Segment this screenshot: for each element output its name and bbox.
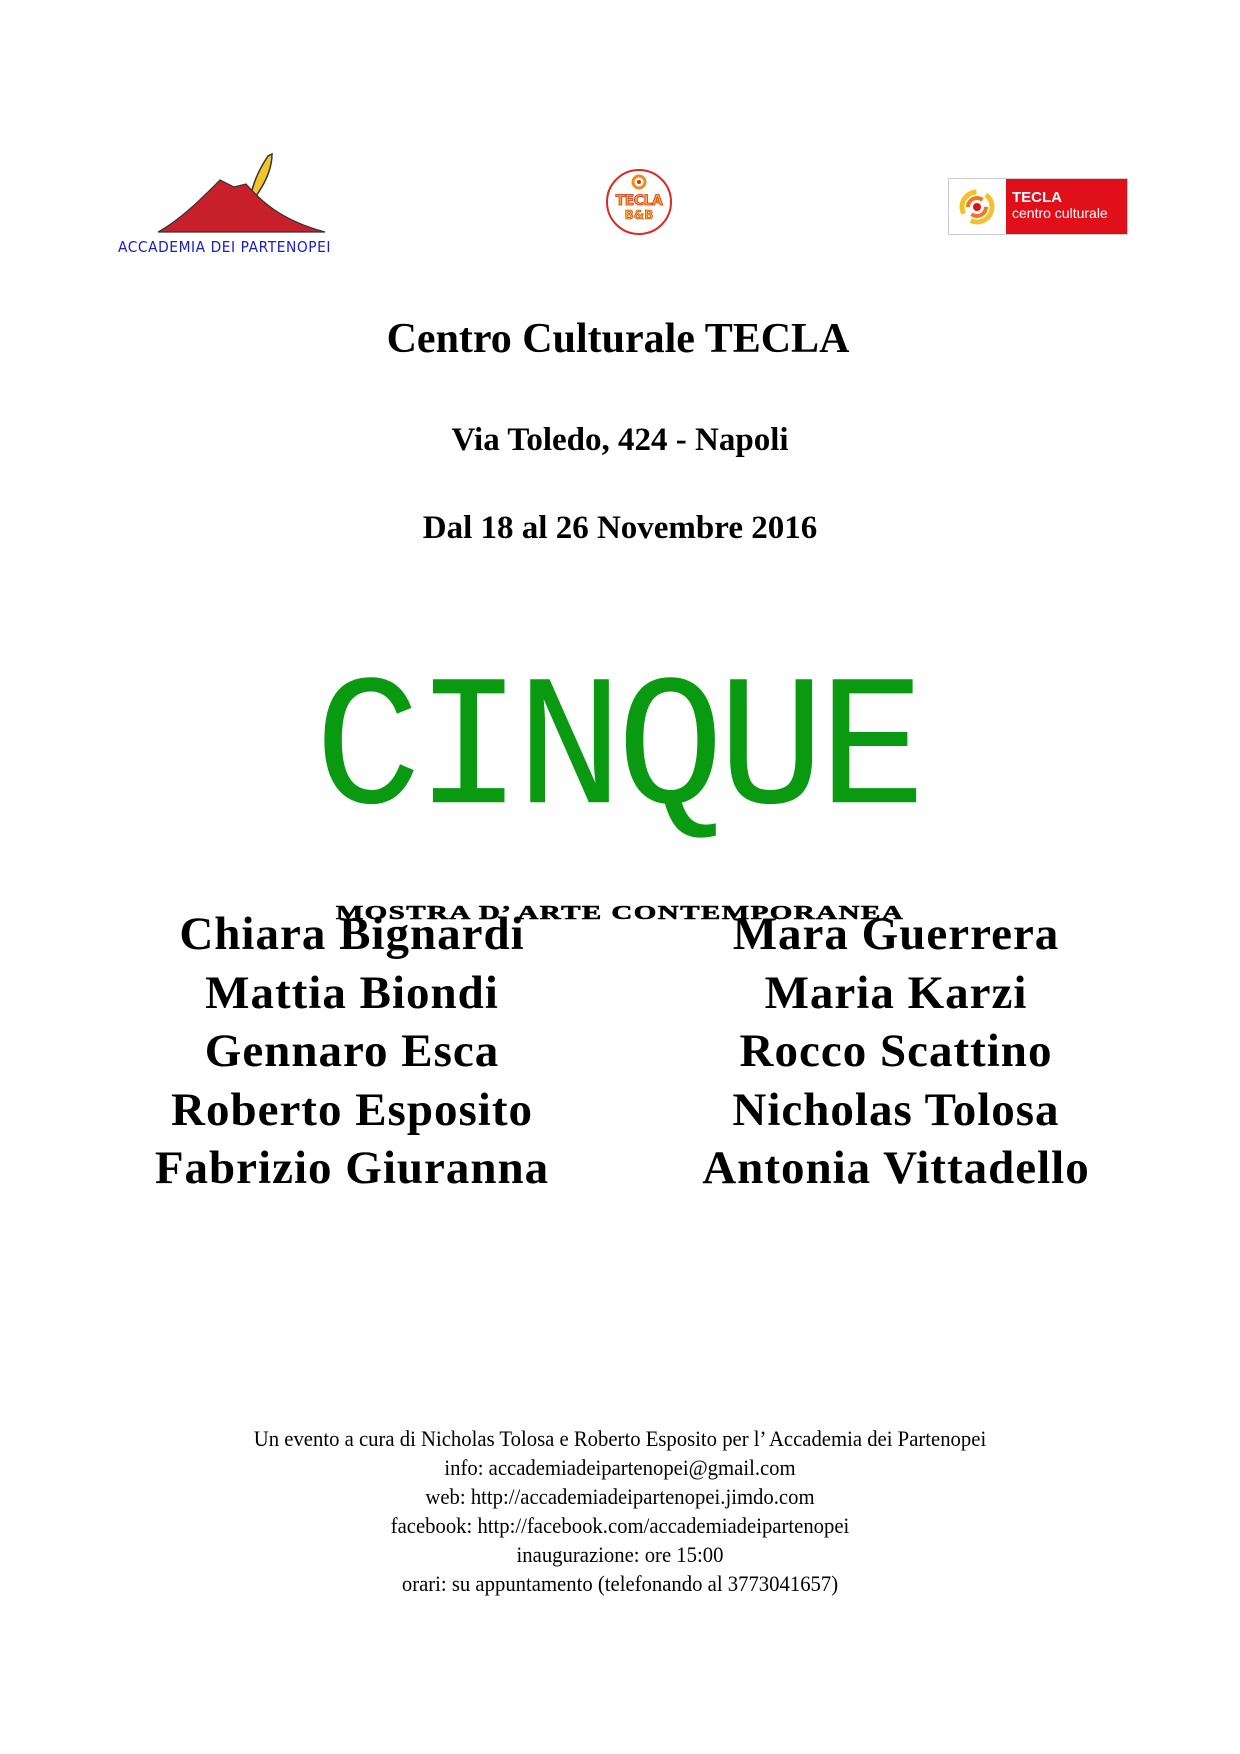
spiral-icon bbox=[631, 173, 647, 191]
tecla-bb-logo bbox=[606, 169, 672, 235]
artist-name: Fabrizio Giuranna bbox=[154, 1142, 550, 1194]
artist-name: Gennaro Esca bbox=[204, 1025, 500, 1077]
tecla-centro-logo bbox=[948, 178, 1128, 235]
event-subtitle: MOSTRA D’ ARTE CONTEMPORANEA bbox=[335, 902, 905, 924]
hours-line: orari: su appuntamento (telefonando al 3773041657) bbox=[401, 1571, 839, 1596]
artists-left-column bbox=[42, 905, 662, 1198]
artist-name: Roberto Esposito bbox=[171, 1083, 533, 1136]
address: Via Toledo, 424 - Napoli bbox=[451, 422, 789, 458]
accademia-volcano-logo bbox=[150, 150, 340, 240]
artist-name: Rocco Scattino bbox=[739, 1025, 1053, 1077]
email-line: info: accademiadeipartenopei@gmail.com bbox=[444, 1455, 796, 1480]
tecla-centro-line2: centro culturale bbox=[1012, 205, 1108, 221]
event-dates: Dal 18 al 26 Novembre 2016 bbox=[422, 510, 818, 546]
accademia-logo-text: ACCADEMIA DEI PARTENOPEI bbox=[118, 238, 332, 256]
artist-name: Mara Guerrera bbox=[732, 908, 1060, 960]
tecla-centro-line1: TECLA bbox=[1012, 189, 1062, 206]
footer-info bbox=[50, 1424, 1191, 1598]
tecla-bb-line1: TECLA bbox=[615, 193, 663, 209]
opening-line: inaugurazione: ore 15:00 bbox=[516, 1542, 724, 1567]
artists-right-column bbox=[586, 905, 1206, 1198]
spiral-icon bbox=[957, 187, 997, 227]
artist-name: Maria Karzi bbox=[764, 966, 1028, 1019]
facebook-line: facebook: http://facebook.com/accademiadeipartenopei bbox=[390, 1513, 850, 1538]
artist-name: Nicholas Tolosa bbox=[732, 1083, 1060, 1136]
web-line: web: http://accademiadeipartenopei.jimdo.com bbox=[425, 1484, 815, 1509]
event-title: CINQUE bbox=[314, 647, 920, 859]
venue-title: Centro Culturale TECLA bbox=[386, 316, 850, 362]
artist-name: Chiara Bignardi bbox=[179, 908, 525, 960]
tecla-bb-line2: B&B bbox=[624, 208, 654, 222]
artist-name: Mattia Biondi bbox=[205, 966, 499, 1019]
artist-name: Antonia Vittadello bbox=[702, 1142, 1090, 1194]
curator-line: Un evento a cura di Nicholas Tolosa e Roberto Esposito per l’ Accademia dei Partenopei bbox=[253, 1426, 987, 1451]
